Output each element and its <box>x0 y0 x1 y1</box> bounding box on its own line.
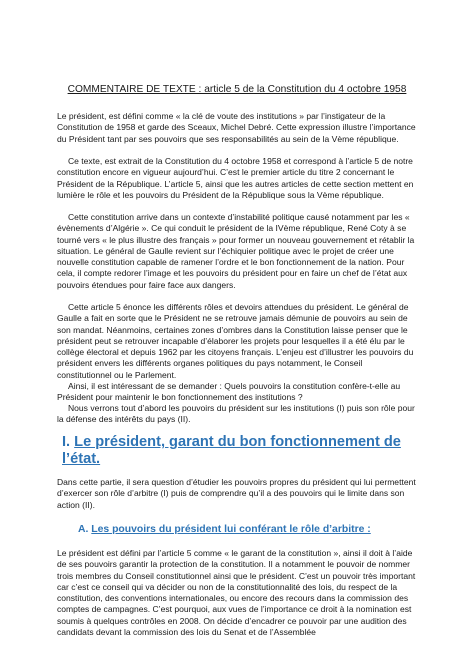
section-1-intro: Dans cette partie, il sera question d’étudier les pouvoirs propres du président qui lui permettent d’exercer son rôle d’arbitre (I) puis de comprendre qu’il a des pouvoirs qui le limite dans son action (II). <box>57 477 416 510</box>
section-1-number: I. <box>62 434 71 450</box>
intro-paragraph-2: Ce texte, est extrait de la Constitution du 4 octobre 1958 et correspond à l’article 5 de notre constitution encore en vigueur aujourd’hui. C’est le premier article du titre 2 concernant le Président de la République. L’article 5, ainsi que les autres articles de cette section mettent en lumière le rôle et les pouvoirs du Président de la République sous la Vème république. <box>57 156 414 200</box>
problematique-paragraph: Ainsi, il est intéressant de se demander : Quels pouvoirs la constitution confère-t-elle au Président pour maintenir le bon fonctionnement des institutions ? <box>57 381 401 403</box>
section-1-title: Le président, garant du bon fonctionnement de l’état. <box>62 434 401 467</box>
subsection-a-body: Le président est défini par l’article 5 comme « le garant de la constitution », ainsi il doit à l’aide de ses pouvoirs garantir la protection de la constitution. Il a notamment le pouvoir de nommer trois membres du Conseil constitutionnel ainsi que le président. C’est un pouvoir très important car c’est ce conseil qui va décider ou non de la constitutionnalité des lois, du respect de la constitution, des conventions internationales, ou encore des recours dans la commission des comptes de campagnes. C’est pourquoi, aux vues de l’importance ce droit à la nomination est soumis à quelques contrôles en 2008. On décide d’encadrer ce pouvoir par une audition des candidats devant la commission des lois du Senat et de l’Assemblée <box>57 548 416 637</box>
section-1-heading <box>62 434 422 467</box>
document-title: COMMENTAIRE DE TEXTE : article 5 de la Constitution du 4 octobre 1958 <box>67 84 407 95</box>
subsection-a-heading <box>78 524 438 536</box>
intro-paragraph-4: Cette article 5 énonce les différents rôles et devoirs attendues du président. Le général de Gaulle a fait en sorte que le Président ne se retrouve jamais démunie de pouvoirs au sein de son mandat. Néanmoins, certaines zones d’ombres dans la Constitution laisse penser que le président peut se retrouver incapable d’élaborer les projets pour lesquelles il a été élu par le collège électoral et depuis 1962 par les citoyens français. L’enjeu est d’illustrer les pouvoirs du président envers les différents organes politiques du pays notamment, le Conseil constitutionnel ou le Parlement. <box>57 302 414 380</box>
subsection-a-number: A. <box>78 524 89 535</box>
intro-paragraph-1: Le président, est défini comme « la clé de voute des institutions » par l’instigateur de la Constitution de 1958 et garde des Sceaux, Michel Debré. Cette expression illustre l’importance du Président tant par ses pouvoirs que ses responsabilités au sein de la Vème république. <box>57 111 416 144</box>
subsection-a-title: Les pouvoirs du président lui conférant le rôle d’arbitre : <box>91 524 371 535</box>
intro-paragraph-3: Cette constitution arrive dans un contexte d’instabilité politique causé notamment par les « évènements d’Algérie ». Ce qui conduit le président de la IVème république, René Coty à se tourné vers « le plus illustre des français » pour former un nouveau gouvernement et rétablir la situation. Le général de Gaulle revient sur l’échiquier politique avec le projet de créer une nouvelle constitution capable de ramener l’ordre et le bon fonctionnement de la nation. Pour cela, il compte redorer l’image et les pouvoirs du président pour en faire un chef de l’état aux pouvoirs étendues pour faire face aux dangers. <box>57 212 415 290</box>
annonce-plan-paragraph: Nous verrons tout d’abord les pouvoirs du président sur les institutions (I) puis son rôle pour la défense des intérêts du pays (II). <box>57 403 415 425</box>
